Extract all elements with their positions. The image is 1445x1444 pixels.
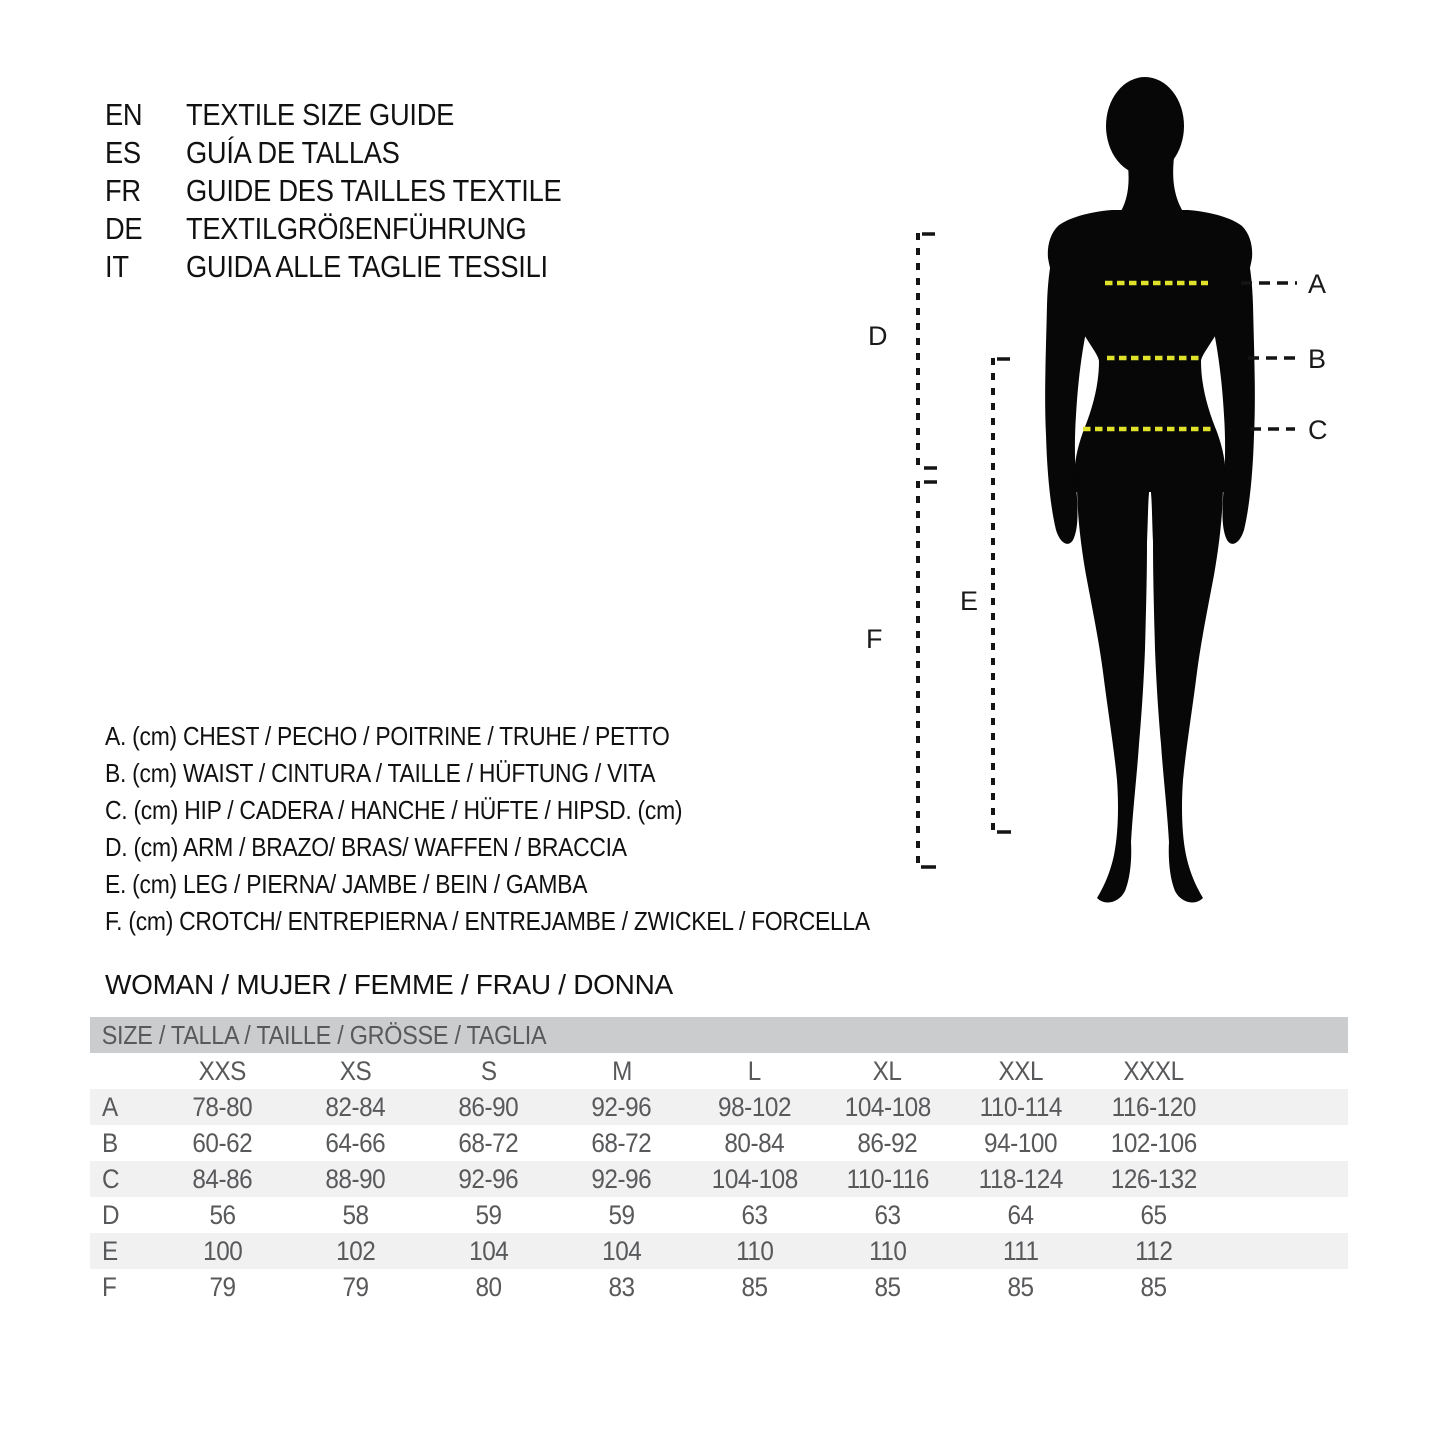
value-cell: 63 xyxy=(874,1199,901,1230)
value-cell: 79 xyxy=(342,1271,369,1302)
label-arm: D xyxy=(868,321,888,351)
legend-chest: A. (cm) CHEST / PECHO / POITRINE / TRUHE / PETTO xyxy=(105,721,670,751)
size-header-cell: XXS xyxy=(198,1055,247,1086)
value-cell: 111 xyxy=(1002,1235,1039,1266)
value-cell: 78-80 xyxy=(192,1091,253,1122)
filler-cell xyxy=(1220,1053,1348,1089)
row-label-cell: D xyxy=(102,1199,120,1230)
value-cell: 110-116 xyxy=(846,1163,929,1194)
measurement-diagram xyxy=(850,60,1445,910)
measurement-legend xyxy=(105,718,870,940)
legend-arm: D. (cm) ARM / BRAZO/ BRAS/ WAFFEN / BRACCIA xyxy=(105,832,627,862)
value-cell: 104 xyxy=(601,1235,642,1266)
value-cell: 98-102 xyxy=(718,1091,791,1122)
size-header-cell: M xyxy=(611,1055,632,1086)
section-title-woman: WOMAN / MUJER / FEMME / FRAU / DONNA xyxy=(105,968,673,1000)
value-cell: 94-100 xyxy=(984,1127,1057,1158)
guide-title: TEXTILE SIZE GUIDE xyxy=(185,97,455,132)
row-label-cell: E xyxy=(102,1235,118,1266)
size-header-cell: XXL xyxy=(998,1055,1043,1086)
value-cell: 58 xyxy=(342,1199,369,1230)
value-cell: 59 xyxy=(608,1199,635,1230)
value-cell: 59 xyxy=(475,1199,502,1230)
language-row-de xyxy=(105,210,561,248)
value-cell: 92-96 xyxy=(458,1163,519,1194)
table-row-leg xyxy=(90,1233,1348,1269)
table-row-arm xyxy=(90,1197,1348,1233)
table-row-crotch xyxy=(90,1269,1348,1305)
legend-waist: B. (cm) WAIST / CINTURA / TAILLE / HÜFTUNG / VITA xyxy=(105,758,656,788)
label-waist: B xyxy=(1308,344,1327,374)
language-row-es xyxy=(105,134,561,172)
value-cell: 56 xyxy=(209,1199,236,1230)
legend-crotch: F. (cm) CROTCH/ ENTREPIERNA / ENTREJAMBE / ZWICKEL / FORCELLA xyxy=(105,906,870,936)
filler-cell xyxy=(1220,1233,1348,1269)
value-cell: 104 xyxy=(468,1235,509,1266)
guide-title: GUIDE DES TAILLES TEXTILE xyxy=(185,173,562,208)
dimension-lines xyxy=(918,233,1011,868)
language-code: ES xyxy=(105,135,141,170)
value-cell: 118-124 xyxy=(978,1163,1063,1194)
value-cell: 68-72 xyxy=(591,1127,652,1158)
value-cell: 110 xyxy=(868,1235,907,1266)
value-cell: 102-106 xyxy=(1110,1127,1197,1158)
value-cell: 79 xyxy=(209,1271,236,1302)
value-cell: 126-132 xyxy=(1110,1163,1197,1194)
value-cell: 110 xyxy=(735,1235,774,1266)
row-label-cell: F xyxy=(102,1271,117,1302)
value-cell: 85 xyxy=(874,1271,901,1302)
value-cell: 80 xyxy=(475,1271,502,1302)
value-cell: 80-84 xyxy=(724,1127,785,1158)
language-code: FR xyxy=(105,173,141,208)
value-cell: 102 xyxy=(335,1235,376,1266)
table-row-waist xyxy=(90,1125,1348,1161)
value-cell: 85 xyxy=(741,1271,768,1302)
row-label-cell: A xyxy=(102,1091,118,1122)
size-header-cell: XL xyxy=(873,1055,902,1086)
filler-cell xyxy=(1220,1125,1348,1161)
value-cell: 64 xyxy=(1007,1199,1034,1230)
value-cell: 84-86 xyxy=(192,1163,253,1194)
legend-hip: C. (cm) HIP / CADERA / HANCHE / HÜFTE / HIPSD. (cm) xyxy=(105,795,683,825)
filler-cell xyxy=(1220,1089,1348,1125)
language-code: IT xyxy=(105,249,129,284)
value-cell: 83 xyxy=(608,1271,635,1302)
filler-cell xyxy=(1220,1269,1348,1305)
guide-title: GUÍA DE TALLAS xyxy=(185,135,400,170)
size-header-cell: L xyxy=(747,1055,762,1086)
woman-silhouette-icon xyxy=(1045,77,1255,902)
value-cell: 88-90 xyxy=(325,1163,386,1194)
value-cell: 85 xyxy=(1140,1271,1167,1302)
value-cell: 65 xyxy=(1140,1199,1167,1230)
table-row-hip xyxy=(90,1161,1348,1197)
size-header-cell: S xyxy=(480,1055,497,1086)
language-title-list xyxy=(105,96,561,286)
value-cell: 104-108 xyxy=(844,1091,931,1122)
size-table xyxy=(90,1017,1348,1305)
language-row-en xyxy=(105,96,561,134)
language-code: DE xyxy=(105,211,143,246)
language-row-fr xyxy=(105,172,561,210)
value-cell: 92-96 xyxy=(591,1163,652,1194)
value-cell: 64-66 xyxy=(325,1127,386,1158)
value-cell: 86-90 xyxy=(458,1091,519,1122)
size-header-cell: XS xyxy=(339,1055,372,1086)
label-hip: C xyxy=(1308,415,1328,445)
value-cell: 68-72 xyxy=(458,1127,519,1158)
language-row-it xyxy=(105,248,561,286)
guide-title: GUIDA ALLE TAGLIE TESSILI xyxy=(185,249,548,284)
label-leg: E xyxy=(960,586,979,616)
filler-cell xyxy=(1220,1161,1348,1197)
value-cell: 60-62 xyxy=(192,1127,253,1158)
row-label-cell: B xyxy=(102,1127,118,1158)
table-row-chest xyxy=(90,1089,1348,1125)
value-cell: 86-92 xyxy=(857,1127,918,1158)
value-cell: 100 xyxy=(202,1235,243,1266)
label-chest: A xyxy=(1308,269,1327,299)
value-cell: 116-120 xyxy=(1111,1091,1196,1122)
value-cell: 63 xyxy=(741,1199,768,1230)
row-label-cell xyxy=(90,1053,156,1089)
value-cell: 104-108 xyxy=(711,1163,798,1194)
legend-leg: E. (cm) LEG / PIERNA/ JAMBE / BEIN / GAMBA xyxy=(105,869,588,899)
value-cell: 92-96 xyxy=(591,1091,652,1122)
language-code: EN xyxy=(105,97,143,132)
value-cell: 110-114 xyxy=(979,1091,1062,1122)
label-crotch: F xyxy=(866,624,883,654)
size-table-header-text: SIZE / TALLA / TAILLE / GRÖSSE / TAGLIA xyxy=(101,1019,547,1050)
value-cell: 112 xyxy=(1134,1235,1173,1266)
value-cell: 82-84 xyxy=(325,1091,386,1122)
row-label-cell: C xyxy=(102,1163,120,1194)
value-cell: 85 xyxy=(1007,1271,1034,1302)
size-table-header-bar xyxy=(90,1017,1348,1053)
size-header-cell: XXXL xyxy=(1123,1055,1184,1086)
filler-cell xyxy=(1220,1197,1348,1233)
size-header-row xyxy=(90,1053,1348,1089)
guide-title: TEXTILGRÖßENFÜHRUNG xyxy=(185,211,527,246)
